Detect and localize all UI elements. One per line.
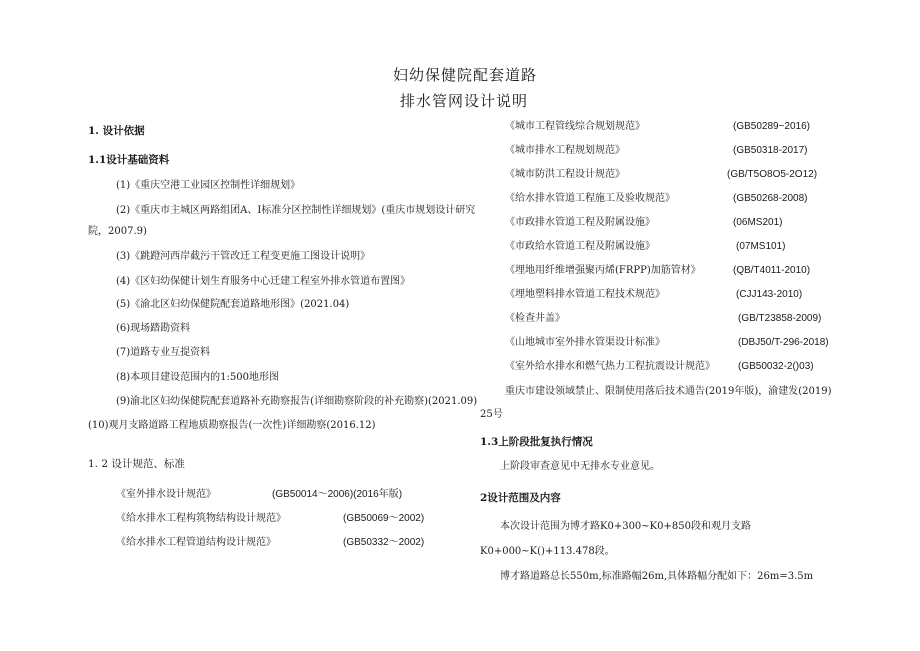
right-spec-7-code: (QB/T4011-2010) <box>733 265 811 276</box>
basis-item-8: (8)本项目建设范围内的1:500地形图 <box>116 372 279 383</box>
right-spec-8-name: 《埋地塑料排水管道工程技术规范》 <box>505 289 665 300</box>
right-spec-8-code: (CJJ143-2010) <box>736 289 803 300</box>
right-spec-3-name: 《城市防洪工程设计规范》 <box>505 169 625 180</box>
left-spec-3-name: 《给水排水工程管道结构设计规范》 <box>116 537 276 548</box>
basis-item-6: (6)现场踏勘资料 <box>116 323 191 334</box>
left-spec-2-name: 《给水排水工程构筑物结构设计规范》 <box>116 513 286 524</box>
right-spec-5-code: (06MS201) <box>733 217 783 228</box>
right-spec-1-code: (GB50289~2016) <box>733 121 811 132</box>
right-spec-3-code: (GB/T5O8O5-2O12) <box>727 169 818 180</box>
basis-item-7: (7)道路专业互提资料 <box>116 347 211 358</box>
right-spec-2-name: 《城市排水工程规划规范》 <box>505 145 625 156</box>
basis-item-10: (10)观月支路道路工程地质勘察报告(一次性)详细勘察(2016.12) <box>88 420 376 431</box>
section-1-3-heading: 1.3上阶段批复执行情况 <box>480 436 593 448</box>
right-spec-9-code: (GB/T23858-2009) <box>738 313 822 324</box>
right-spec-6-name: 《市政给水管道工程及附属设施》 <box>505 241 655 252</box>
basis-item-4: (4)《区妇幼保健计划生育服务中心迁建工程室外排水管道布置图》 <box>116 276 411 287</box>
section-2-heading: 2设计范围及内容 <box>480 492 561 504</box>
right-spec-10-code: (DBJ50/T-296-2018) <box>738 337 829 348</box>
section-2-line3: 博才路道路总长550m,标准路幅26m,具体路幅分配如下：26m=3.5m <box>500 571 814 582</box>
left-spec-1-name: 《室外排水设计规范》 <box>116 489 216 500</box>
section-1-1-heading: 1.1设计基础资料 <box>88 154 170 166</box>
right-spec-1-name: 《城市工程管线综合规划规范》 <box>505 121 645 132</box>
left-spec-2-code: (GB50069～2002) <box>343 513 425 524</box>
right-spec-11-name: 《室外给水排水和燃气热力工程抗震设计规范》 <box>505 361 715 372</box>
basis-item-2-cont: 院，2007.9) <box>88 226 147 237</box>
basis-item-9: (9)渝北区妇幼保健院配套道路补充勘察报告(详细勘察阶段的补充勘察)(2021.09) <box>116 396 478 407</box>
section-1-heading: 1. 设计依据 <box>88 125 145 137</box>
right-spec-6-code: (07MS101) <box>736 241 786 252</box>
section-1-3-text: 上阶段审查意见中无排水专业意见。 <box>500 461 660 472</box>
basis-item-2: (2)《重庆市主城区两路组团A、I标准分区控制性详细规划》(重庆市规划设计研究 <box>116 205 476 216</box>
left-spec-3-code: (GB50332～2002) <box>343 537 425 548</box>
right-spec-5-name: 《市政排水管道工程及附属设施》 <box>505 217 655 228</box>
right-spec-9-name: 《检查井盖》 <box>505 313 565 324</box>
chongqing-notice-line2: 25号 <box>480 409 503 420</box>
section-2-line1: 本次设计范围为博才路K0+300~K0+850段和观月支路 <box>500 521 751 532</box>
basis-item-5: (5)《渝北区妇幼保健院配套道路地形图》(2021.04) <box>116 299 350 310</box>
right-spec-11-code: (GB50032-2()03) <box>738 361 814 372</box>
chongqing-notice-line1: 重庆市建设领域禁止、限制使用落后技术通告(2019年版)，渝建发(2019) <box>505 386 832 397</box>
right-spec-10-name: 《山地城市室外排水管渠设计标准》 <box>505 337 665 348</box>
right-spec-4-name: 《给水排水管道工程施工及验收规范》 <box>505 193 675 204</box>
document-title-line2: 排水管网设计说明 <box>400 92 529 110</box>
basis-item-1: (1)《重庆空港工业园区控制性详细规划》 <box>116 180 301 191</box>
right-spec-7-name: 《埋地用纤维增强聚丙烯(FRPP)加筋管材》 <box>505 265 701 276</box>
section-1-2-heading: 1. 2 设计规范、标准 <box>88 458 185 470</box>
section-2-line2: K0+000~K()+113.478段。 <box>480 546 615 557</box>
left-spec-1-code: (GB50014～2006)(2016年版) <box>272 489 403 500</box>
right-spec-4-code: (GB50268-2008) <box>733 193 808 204</box>
basis-item-3: (3)《跳蹬河西岸截污干管改迁工程变更施工图设计说明》 <box>116 251 371 262</box>
document-title-line1: 妇幼保健院配套道路 <box>393 66 538 84</box>
right-spec-2-code: (GB50318-2017) <box>733 145 808 156</box>
